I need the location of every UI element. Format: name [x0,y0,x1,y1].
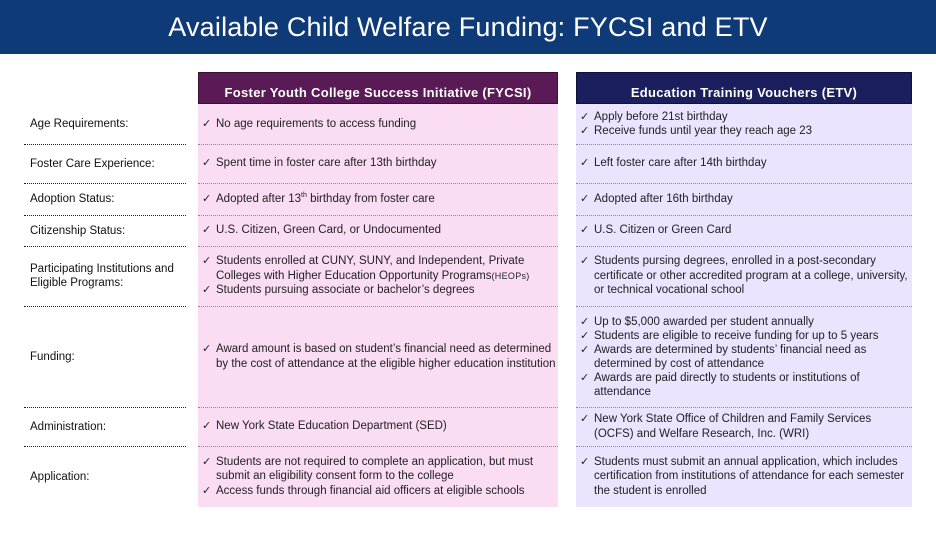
bullet-text [216,192,556,207]
check-icon: ✓ [580,455,590,468]
bullet-text: Adopted after 16th birthday [594,192,733,205]
bullet [580,223,910,238]
check-icon: ✓ [580,125,590,137]
fycsi-column-header [198,72,558,104]
bullet-text: Up to $5,000 awarded per student annually [594,315,814,328]
bullet [202,254,556,283]
bullet [202,223,556,238]
etv-column-header [576,72,912,104]
row-label-institutions: Participating Institutions and Eligible Programs: [30,263,174,289]
check-icon: ✓ [580,329,590,342]
bullet-text: No age requirements to access funding [216,117,417,130]
bullet [202,283,556,298]
bullet-text: Students must submit an annual application, which includes certification from institutions of attendance for each semester the student is enrolled [594,455,905,497]
check-icon: ✓ [580,413,590,425]
fycsi-cell-age [202,104,556,144]
check-icon: ✓ [202,192,212,205]
check-icon: ✓ [202,455,212,468]
bullet-text: Students are eligible to receive funding for up to 5 years [594,329,879,342]
bullet [580,371,910,399]
etv-cell-citizenship [580,215,910,246]
title-bar [0,0,936,54]
check-icon: ✓ [580,110,590,123]
check-icon: ✓ [580,315,590,328]
etv-cell-application [580,446,910,507]
check-icon: ✓ [580,192,590,205]
text-part: Adopted after 13 [216,192,302,205]
bullet-text: Spent time in foster care after 13th birthday [216,157,437,170]
fycsi-cell-application [202,446,556,507]
bullet-text: Access funds through financial aid officers at eligible schools [216,484,525,497]
check-icon: ✓ [580,371,590,384]
row-label-funding: Funding: [30,350,75,363]
bullet-text: Students pursing degrees, enrolled in a post-secondary certificate or other accredited program at a college, university, or technical vocational school [594,255,908,297]
check-icon: ✓ [202,484,212,497]
bullet [202,156,556,171]
bullet [202,192,556,207]
fycsi-cell-funding [202,306,556,407]
bullet [580,455,910,499]
bullet [580,254,910,298]
check-icon: ✓ [580,255,590,268]
fycsi-cell-institutions [202,246,556,306]
row-label-administration: Administration: [30,420,107,433]
bullet-text: Receive funds until year they reach age 23 [594,125,812,137]
row-label-age: Age Requirements: [30,118,129,130]
fycsi-header-label: Foster Youth College Success Initiative (FYCSI) [224,85,532,100]
bullet-text: U.S. Citizen or Green Card [594,224,732,237]
check-icon: ✓ [580,343,590,356]
bullet-text: Awards are paid directly to students or institutions of attendance [594,371,860,398]
row-label-adoption: Adoption Status: [30,193,115,205]
check-icon: ✓ [202,224,212,237]
heop-abbreviation: (HEOPs) [491,270,530,281]
bullet [580,343,910,371]
bullet [580,110,910,125]
text-part: Students enrolled at CUNY, SUNY, and Independent, Private Colleges with Higher Education Opportunity Programs [216,255,525,282]
row-label-citizenship: Citizenship Status: [30,224,126,237]
row-label-foster-care: Foster Care Experience: [30,157,155,170]
fycsi-cell-foster-care [202,144,556,183]
bullet-text [216,254,556,283]
bullet-text: Awards are determined by students’ financial need as determined by cost of attendance [594,343,867,370]
bullet-text: U.S. Citizen, Green Card, or Undocumented [216,224,441,237]
check-icon: ✓ [580,157,590,170]
bullet-text: Apply before 21st birthday [594,110,728,123]
row-label-application: Application: [30,470,90,483]
check-icon: ✓ [202,117,212,130]
bullet-text: New York State Education Department (SED) [216,420,447,433]
bullet-text: Left foster care after 14th birthday [594,157,767,170]
bullet-text: New York State Office of Children and Family Services (OCFS) and Welfare Research, Inc. (WRI) [594,413,872,440]
etv-cell-funding [580,306,910,407]
bullet [202,455,556,484]
fycsi-cell-citizenship [202,215,556,246]
etv-cell-adoption [580,183,910,215]
bullet [580,329,910,343]
bullet [202,117,556,132]
bullet-text: Award amount is based on student’s financial need as determined by the cost of attendance at the eligible higher education institution [216,343,556,370]
bullet-text: Students pursuing associate or bachelor’s degrees [216,284,475,297]
bullet [202,484,556,499]
bullet [580,315,910,329]
etv-cell-administration [580,407,910,446]
fycsi-cell-adoption [202,183,556,215]
check-icon: ✓ [202,284,212,297]
bullet [580,412,910,441]
bullet [580,156,910,171]
text-part: birthday from foster care [306,192,435,205]
bullet [202,419,556,434]
check-icon: ✓ [202,343,212,355]
etv-cell-institutions [580,246,910,306]
check-icon: ✓ [202,255,212,268]
bullet [580,124,910,139]
etv-cell-foster-care [580,144,910,183]
bullet-text: Students are not required to complete an application, but must submit an eligibility consent form to the college [216,455,534,483]
bullet [580,192,910,207]
fycsi-cell-administration [202,407,556,446]
etv-cell-age [580,104,910,144]
check-icon: ✓ [580,224,590,237]
bullet [202,342,556,371]
ordinal-suffix: th [301,191,307,199]
check-icon: ✓ [202,157,212,170]
page-title: Available Child Welfare Funding: FYCSI and ETV [168,11,768,42]
check-icon: ✓ [202,420,212,433]
etv-header-label: Education Training Vouchers (ETV) [630,85,858,100]
